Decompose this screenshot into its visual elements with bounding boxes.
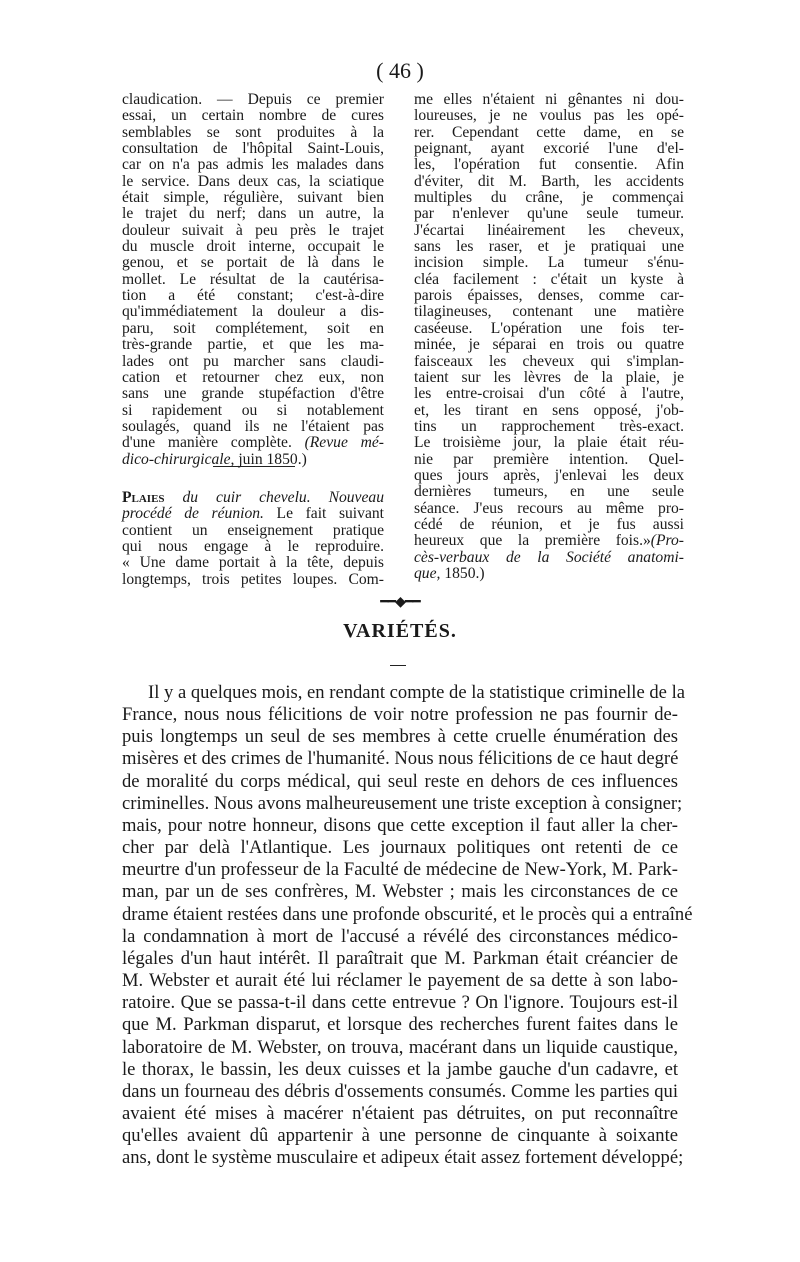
text-line: puis longtemps un seul de ses membres à cette cruelle énumération des	[122, 726, 678, 748]
text-line: loureuses, je ne voulus pas les opé-	[414, 107, 684, 125]
text-line: mollet. Le résultat de la cautérisa-	[122, 270, 384, 288]
citation-source-cont: dico-chirurgicale,	[122, 450, 235, 468]
section-title: VARIÉTÉS.	[343, 620, 457, 642]
text-line: drame étaient restées dans une profonde obscurité, et le procès qui a entraîné	[122, 903, 693, 925]
text-line	[122, 490, 384, 506]
text-line: séance. J'eus recours au même pro-	[414, 499, 684, 517]
text-line: la condamnation à mort de l'accusé a révélé des circonstances médico-	[122, 925, 678, 947]
text-line: cher par delà l'Atlantique. Les journaux politiques ont retenti de ce	[122, 837, 678, 859]
text-line: tion a été constant; c'est-à-dire	[122, 287, 384, 305]
text-line: si rapidement ou si notablement	[122, 401, 384, 419]
plaies-subtitle-cont: procédé de réunion.	[122, 505, 264, 523]
text-line: sans une grande stupéfaction d'être	[122, 385, 384, 403]
text-line: le service. Dans deux cas, la sciatique	[122, 172, 384, 190]
text-line: tilagineuses, contenant une matière	[414, 303, 684, 321]
text-line: essai, un certain nombre de cures	[122, 107, 384, 125]
text-line: car on n'a pas admis les malades dans	[122, 156, 384, 174]
text-line	[414, 566, 684, 582]
text-line: d'éviter, dit M. Barth, les accidents	[414, 172, 684, 190]
text-line: genou, et se portait de là dans le	[122, 254, 384, 272]
text-line: semblables se sont produites à la	[122, 123, 384, 141]
text-run: heureux que la première fois.»	[414, 532, 651, 550]
text-line: cédé de réunion, et je fus aussi	[414, 515, 684, 533]
text-line: taient sur les lèvres de la plaie, je	[414, 368, 684, 386]
text-line: cléa facilement : c'était un kyste à	[414, 270, 684, 288]
right-column	[414, 92, 684, 582]
text-line: qui nous engage à le reproduire.	[122, 537, 384, 555]
text-line: dernières tumeurs, en une seule	[414, 483, 684, 501]
text-line: les, l'opération fut consentie. Afin	[414, 156, 684, 174]
text-line: avaient été mises à macérer n'étaient pas détruites, on put reconnaître	[122, 1102, 678, 1124]
text-line: incision simple. La tumeur s'énu-	[414, 254, 684, 272]
citation-source: (Revue mé-	[304, 434, 384, 452]
text-line: multiples du crâne, je commençai	[414, 189, 684, 207]
right-paragraph	[414, 92, 684, 582]
text-line: le trajet du nerf; dans un autre, la	[122, 205, 384, 223]
text-line: criminelles. Nous avons malheureusement une triste exception à consigner;	[122, 792, 683, 814]
text-line: France, nous nous félicitions de voir notre profession ne pas fournir de-	[122, 704, 678, 726]
left-paragraph-1	[122, 92, 384, 468]
text-line: consultation de l'hôpital Saint-Louis,	[122, 140, 384, 158]
text-line: qu'elles avaient dû appartenir à une personne de cinquante à soixante	[122, 1125, 678, 1147]
text-line: tins un rapprochement très-exact.	[414, 417, 684, 435]
citation-date: juin 1850.)	[234, 450, 307, 468]
text-line: meurtre d'un professeur de la Faculté de médecine de New-York, M. Park-	[122, 859, 678, 881]
text-line: nie par première intention. Quel-	[414, 450, 684, 468]
varietes-paragraph	[122, 682, 693, 1169]
text-line	[122, 435, 384, 451]
title-rule	[390, 665, 406, 666]
text-line: était simple, régulière, suivant bien	[122, 189, 384, 207]
text-line: les entre-croisai d'un côté à l'autre,	[414, 385, 684, 403]
citation-source-cont: que,	[414, 564, 441, 582]
text-line: laboratoire de M. Webster, on trouva, macérant dans un liquide caustique,	[122, 1036, 678, 1058]
text-line: le thorax, le bassin, les deux cuisses et la jambe gauche d'un cadavre, et	[122, 1058, 678, 1080]
left-paragraph-2	[122, 490, 384, 588]
text-line: « Une dame portait à la tête, depuis	[122, 554, 384, 572]
text-line: mais, pour notre honneur, disons que cette exception il faut aller la cher-	[122, 814, 678, 836]
citation-date: 1850.)	[440, 564, 485, 582]
text-line: soulagés, quand ils ne l'étaient pas	[122, 417, 384, 435]
text-line: peignant, ayant excorié l'une d'el-	[414, 140, 684, 158]
text-line: cès-verbaux de la Société anatomi-	[414, 548, 684, 566]
page-number: ( 46 )	[376, 58, 424, 83]
text-line: du muscle droit interne, occupait le	[122, 238, 384, 256]
text-line: Il y a quelques mois, en rendant compte de la statistique criminelle de la	[148, 682, 685, 703]
text-line: parois épaisses, denses, comme car-	[414, 287, 684, 305]
column-divider-rule	[213, 466, 295, 467]
text-line: sans les raser, et je pratiquai une	[414, 238, 684, 256]
text-line: claudication. — Depuis ce premier	[122, 91, 384, 108]
text-line: de moralité du corps médical, qui seul reste en dehors de ces influences	[122, 770, 678, 792]
text-line: M. Webster et aurait été lui réclamer le payement de sa dette à son labo-	[122, 970, 678, 992]
text-line: minée, je séparai en trois ou quatre	[414, 336, 684, 354]
text-run: Le fait suivant	[263, 505, 384, 523]
section-ornament: ━━◆━━	[380, 595, 420, 610]
left-column	[122, 92, 384, 588]
text-line: ratoire. Que se passa-t-il dans cette entrevue ? On l'ignore. Toujours est-il	[122, 992, 678, 1014]
text-line	[414, 533, 684, 549]
text-line: légales d'un haut intérêt. Il paraîtrait que M. Parkman était créancier de	[122, 947, 678, 969]
plaies-subtitle: du cuir chevelu. Nouveau	[164, 488, 384, 506]
text-line: cation et retourner chez eux, non	[122, 368, 384, 386]
plaies-heading: Plaies	[122, 488, 165, 506]
text-line: rer. Cependant cette dame, en se	[414, 123, 684, 141]
text-line: me elles n'étaient ni gênantes ni dou-	[414, 91, 684, 108]
text-line: et, les tirant en sens opposé, j'ob-	[414, 401, 684, 419]
text-line: par n'enlever qu'une seule tumeur.	[414, 205, 684, 223]
text-line: dans un fourneau des débris d'ossements consumés. Comme les parties qui	[122, 1080, 678, 1102]
text-line: douleur suivait à peu près le trajet	[122, 221, 384, 239]
text-line: Le troisième jour, la plaie était réu-	[414, 434, 684, 452]
text-line: longtemps, trois petites loupes. Com-	[122, 570, 384, 588]
text-line	[122, 506, 384, 522]
text-line: contient un enseignement pratique	[122, 521, 384, 539]
text-line: J'écartai linéairement les cheveux,	[414, 221, 684, 239]
citation-source: (Pro-	[650, 532, 684, 550]
text-line: misères et des crimes de l'humanité. Nous nous félicitions de ce haut degré	[122, 748, 679, 770]
text-run: d'une manière complète.	[122, 434, 292, 452]
text-line: que M. Parkman disparut, et lorsque des recherches furent faites dans le	[122, 1014, 678, 1036]
text-line: caséeuse. L'opération une fois ter-	[414, 319, 684, 337]
text-line: faisceaux les cheveux qui s'implan-	[414, 352, 684, 370]
text-line: man, par un de ses confrères, M. Webster ; mais les circonstances de ce	[122, 881, 678, 903]
text-line: ans, dont le système musculaire et adipeux était assez fortement développé;	[122, 1147, 684, 1169]
text-line: très-grande partie, et que les ma-	[122, 336, 384, 354]
text-line: ques jours après, j'enlevai les deux	[414, 466, 684, 484]
text-line: lades ont pu marcher sans claudi-	[122, 352, 384, 370]
text-line: paru, soit complétement, soit en	[122, 319, 384, 337]
text-line: qu'immédiatement la douleur a dis-	[122, 303, 384, 321]
